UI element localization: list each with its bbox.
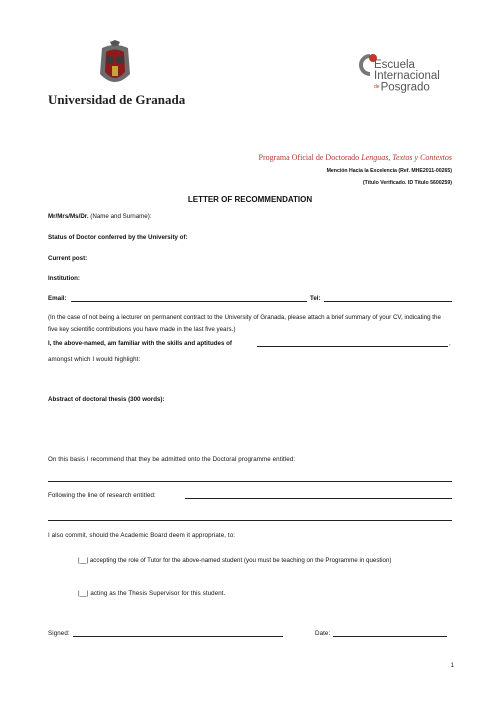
familiar-statement: I, the above-named, am familiar with the skills and aptitudes of <box>48 340 232 347</box>
date-line[interactable] <box>333 636 447 637</box>
page-number: 1 <box>450 663 454 669</box>
student-name-line[interactable] <box>257 346 448 347</box>
date-label: Date: <box>315 630 331 637</box>
programme-title: Lenguas, Textos y Contextos <box>361 153 452 162</box>
escuela-posgrado: Posgrado <box>380 81 430 94</box>
escuela-line2: Internacional <box>374 70 440 82</box>
university-name: Universidad de Granada <box>48 92 186 107</box>
name-label-bold: Mr/Mrs/Ms/Dr. <box>48 213 89 220</box>
signed-label: Signed: <box>48 630 70 637</box>
institution-label: Institution: <box>48 275 80 282</box>
programme-name <box>259 153 452 162</box>
abstract-label: Abstract of doctoral thesis (300 words): <box>48 396 165 403</box>
email-label: Email: <box>48 295 67 302</box>
option-supervisor[interactable]: |__| acting as the Thesis Supervisor for this student. <box>78 590 226 597</box>
document-title: LETTER OF RECOMMENDATION <box>187 195 313 204</box>
option-tutor[interactable]: |__| accepting the role of Tutor for the above-named student (you must be teaching on the Programme in question) <box>78 557 392 564</box>
escuela-de: de <box>374 84 380 90</box>
recommend-statement: On this basis I recommend that they be admitted onto the Doctoral programme entitled: <box>48 456 296 463</box>
status-field-label: Status of Doctor conferred by the University of: <box>48 234 188 241</box>
tel-label: Tel: <box>310 295 321 302</box>
current-post-label: Current post: <box>48 255 88 262</box>
highlight-label: amongst which I would highlight: <box>48 356 141 363</box>
research-line-field-2[interactable] <box>48 520 452 521</box>
name-label-normal: (Name and Surname): <box>88 213 152 220</box>
university-crest-logo <box>90 40 140 92</box>
escuela-line1: Escuela <box>374 59 415 71</box>
research-line-label: Following the line of research entitled: <box>48 492 156 499</box>
signature-line[interactable] <box>73 636 283 637</box>
escuela-line3 <box>374 82 440 94</box>
commit-statement: I also commit, should the Academic Board deem it appropriate, to: <box>48 532 236 539</box>
email-field-line[interactable] <box>71 301 307 302</box>
name-field-label <box>48 213 152 220</box>
comma: , <box>449 340 451 347</box>
programme-entitled-line[interactable] <box>48 481 452 482</box>
escuela-posgrado-logo-text <box>374 60 440 94</box>
titulo-verificado: (Título Verificado. ID Título 5600259) <box>362 180 452 186</box>
programme-prefix: Programa Oficial de Doctorado <box>258 153 362 162</box>
research-line-field[interactable] <box>185 498 452 499</box>
mencion-excelencia: Mención Hacia la Excelencia (Ref. MHE2011-00265) <box>326 168 452 174</box>
tel-field-line[interactable] <box>324 301 452 302</box>
lecturer-note: (In the case of not being a lecturer on permanent contract to the University of Granada, please attach a brief summary of your CV, indicating the five key scientific contributions you have made in the last five years.) <box>48 314 441 333</box>
